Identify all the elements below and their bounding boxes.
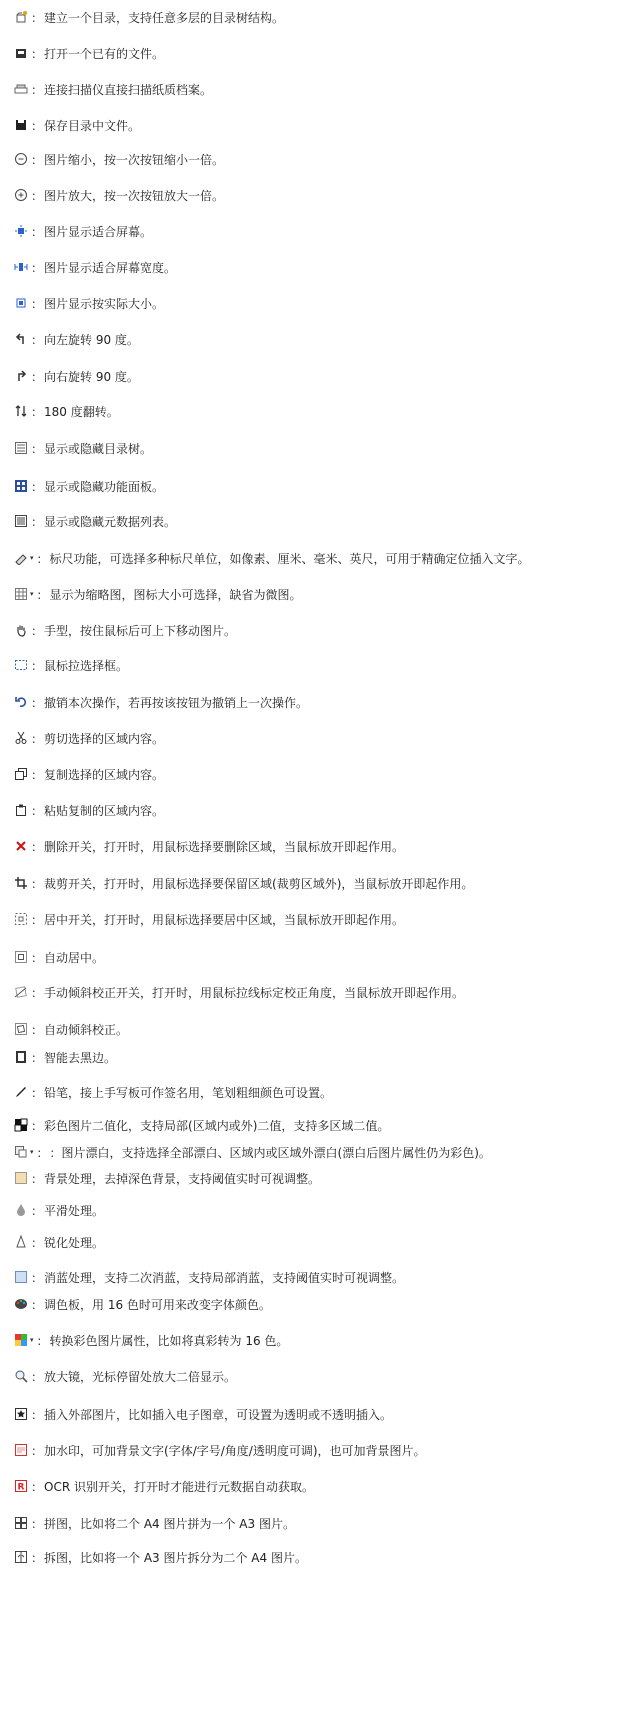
legend-row: [14, 872, 614, 894]
watermark-icon: [14, 1443, 28, 1457]
legend-description: 插入外部图片，比如插入电子图章，可设置为透明或不透明插入。: [44, 1407, 393, 1422]
legend-row: [14, 1475, 614, 1497]
legend-row: [14, 1018, 614, 1040]
legend-description: 自动倾斜校正。: [44, 1022, 129, 1037]
legend-row: [14, 256, 614, 278]
separator-colon: ：: [31, 1235, 44, 1250]
separator-colon: ：: [31, 1297, 44, 1312]
legend-description: 彩色图片二值化，支持局部(区域内或外)二值，支持多区域二值。: [44, 1118, 390, 1133]
legend-row: [14, 1114, 614, 1136]
legend-row: [14, 547, 614, 569]
flip-icon: [14, 404, 28, 418]
fit-screen-icon: [14, 224, 28, 238]
magnifier-icon: [14, 1369, 28, 1383]
svg-text:R: R: [17, 1482, 25, 1493]
legend-description: 连接扫描仪直接扫描纸质档案。: [44, 82, 213, 97]
legend-row: [14, 654, 614, 676]
fit-width-icon: [14, 260, 28, 274]
legend-row: [14, 946, 614, 968]
legend-description: 图片缩小，按一次按钮缩小一倍。: [44, 152, 225, 167]
legend-description: 显示或隐藏目录树。: [44, 441, 153, 456]
legend-row: [14, 799, 614, 821]
separator-colon: ：: [36, 1145, 49, 1160]
legend-row: [14, 1199, 614, 1221]
legend-row: [14, 619, 614, 641]
legend-description: 手动倾斜校正开关，打开时，用鼠标拉线标定校正角度，当鼠标放开即起作用。: [44, 985, 465, 1000]
legend-description: 建立一个目录，支持任意多层的目录树结构。: [44, 10, 285, 25]
separator-colon: ：: [31, 1203, 44, 1218]
separator-colon: ：: [31, 1369, 44, 1384]
center-toggle-icon: [14, 912, 28, 926]
rotate-left-icon: [14, 332, 28, 346]
legend-description: 粘贴复制的区域内容。: [44, 803, 165, 818]
legend-row: [14, 981, 614, 1003]
zoom-out-icon: [14, 152, 28, 166]
dropdown-caret-icon: ▾: [30, 589, 34, 598]
ocr-icon: [14, 1479, 28, 1493]
legend-description: 智能去黑边。: [44, 1050, 117, 1065]
separator-colon: ：: [31, 695, 44, 710]
selection-box-icon: [14, 658, 28, 672]
legend-description: 图片显示适合屏幕宽度。: [44, 260, 177, 275]
separator-colon: ：: [31, 1516, 44, 1531]
legend-row: [14, 42, 614, 64]
legend-description: 图片放大，按一次按钮放大一倍。: [44, 188, 225, 203]
legend-row: [14, 114, 614, 136]
legend-row: [14, 691, 614, 713]
legend-row: [14, 1512, 614, 1534]
separator-colon: ：: [31, 1085, 44, 1100]
separator-colon: ：: [31, 731, 44, 746]
open-file-icon: [14, 46, 28, 60]
legend-description: 居中开关，打开时，用鼠标选择要居中区域，当鼠标放开即起作用。: [44, 912, 405, 927]
legend-row: [14, 1046, 614, 1068]
separator-colon: ：: [31, 479, 44, 494]
separator-colon: ：: [31, 1407, 44, 1422]
separator-colon: ：: [31, 803, 44, 818]
legend-row: [14, 78, 614, 100]
legend-row: [14, 763, 614, 785]
save-icon: [14, 118, 28, 132]
legend-row: [14, 400, 614, 422]
legend-row: [14, 1403, 614, 1425]
separator-colon: ：: [31, 912, 44, 927]
remove-blue-icon: [14, 1270, 28, 1284]
legend-row: [14, 437, 614, 459]
legend-description: 显示或隐藏功能面板。: [44, 479, 165, 494]
legend-description: 平滑处理。: [44, 1203, 105, 1218]
separator-colon: ：: [31, 46, 44, 61]
separator-colon: ：: [31, 767, 44, 782]
sharpen-icon: [14, 1235, 28, 1249]
legend-description: 手型，按住鼠标后可上下移动图片。: [44, 623, 237, 638]
legend-description: 删除开关，打开时，用鼠标选择要删除区域，当鼠标放开即起作用。: [44, 839, 405, 854]
legend-row: [14, 835, 614, 857]
legend-description: 自动居中。: [44, 950, 105, 965]
separator-colon: ：: [31, 152, 44, 167]
metadata-list-icon: [14, 514, 28, 528]
separator-colon: ：: [31, 224, 44, 239]
function-panel-icon: [14, 479, 28, 493]
legend-row: [14, 1329, 614, 1351]
scanner-icon: [14, 82, 28, 96]
whiten-icon: [14, 1145, 28, 1159]
legend-description: 保存目录中文件。: [44, 118, 141, 133]
separator-colon: ：: [31, 369, 44, 384]
legend-description: 拼图，比如将二个 A4 图片拼为一个 A3 图片。: [44, 1516, 295, 1531]
separator-colon: ：: [31, 260, 44, 275]
separator-colon: ：: [31, 118, 44, 133]
legend-description: 转换彩色图片属性，比如将真彩转为 16 色。: [49, 1333, 289, 1348]
legend-description: 图片显示适合屏幕。: [44, 224, 153, 239]
separator-colon: ：: [31, 1022, 44, 1037]
separator-colon: ：: [36, 551, 49, 566]
separator-colon: ：: [31, 1270, 44, 1285]
separator-colon: ：: [31, 839, 44, 854]
legend-description: OCR 识别开关，打开时才能进行元数据自动获取。: [44, 1479, 314, 1494]
separator-colon: ：: [31, 1479, 44, 1494]
legend-row: [14, 1141, 614, 1163]
separator-colon: ：: [31, 1050, 44, 1065]
undo-icon: [14, 695, 28, 709]
pencil-icon: [14, 1085, 28, 1099]
binarize-icon: [14, 1118, 28, 1132]
legend-description: 显示为缩略图，图标大小可选择，缺省为微图。: [49, 587, 302, 602]
split-image-icon: [14, 1550, 28, 1564]
separator-colon: ：: [36, 1333, 49, 1348]
separator-colon: ：: [31, 1118, 44, 1133]
separator-colon: ：: [31, 441, 44, 456]
separator-colon: ：: [31, 296, 44, 311]
legend-row: [14, 328, 614, 350]
dropdown-caret-icon: ▾: [30, 553, 34, 562]
auto-deskew-icon: [14, 1022, 28, 1036]
separator-colon: ：: [31, 1171, 44, 1186]
separator-colon: ：: [31, 1550, 44, 1565]
paste-icon: [14, 803, 28, 817]
background-icon: [14, 1171, 28, 1185]
legend-row: [14, 727, 614, 749]
cut-icon: [14, 731, 28, 745]
legend-row: [14, 583, 614, 605]
legend-description: 裁剪开关，打开时，用鼠标选择要保留区域(裁剪区域外)，当鼠标放开即起作用。: [44, 876, 474, 891]
palette-icon: [14, 1297, 28, 1311]
legend-row: [14, 6, 614, 28]
dropdown-caret-icon: ▾: [30, 1147, 34, 1156]
separator-colon: ：: [31, 985, 44, 1000]
separator-colon: ：: [31, 188, 44, 203]
legend-row: [14, 1167, 614, 1189]
legend-description: 打开一个已有的文件。: [44, 46, 165, 61]
separator-colon: ：: [31, 82, 44, 97]
new-folder-icon: [14, 10, 28, 24]
legend-description: 铅笔，接上手写板可作签名用，笔划粗细颜色可设置。: [44, 1085, 333, 1100]
legend-description: 拆图，比如将一个 A3 图片拆分为二个 A4 图片。: [44, 1550, 307, 1565]
legend-description: 放大镜，光标停留处放大二倍显示。: [44, 1369, 237, 1384]
legend-description: 调色板，用 16 色时可用来改变字体颜色。: [44, 1297, 271, 1312]
legend-row: [14, 148, 614, 170]
crop-icon: [14, 876, 28, 890]
legend-description: 图片显示按实际大小。: [44, 296, 165, 311]
legend-row: [14, 1546, 614, 1568]
legend-description: 背景处理，去掉深色背景，支持阈值实时可视调整。: [44, 1171, 321, 1186]
legend-row: [14, 365, 614, 387]
legend-description: 加水印，可加背景文字(字体/字号/角度/透明度可调)，也可加背景图片。: [44, 1443, 426, 1458]
separator-colon: ：: [31, 404, 44, 419]
separator-colon: ：: [31, 514, 44, 529]
rotate-right-icon: [14, 369, 28, 383]
remove-black-edge-icon: [14, 1050, 28, 1064]
legend-row: [14, 908, 614, 930]
legend-row: [14, 1293, 614, 1315]
legend-description: 消蓝处理，支持二次消蓝，支持局部消蓝，支持阈值实时可视调整。: [44, 1270, 405, 1285]
separator-colon: ：: [31, 950, 44, 965]
zoom-in-icon: [14, 188, 28, 202]
color-convert-icon: [14, 1333, 28, 1347]
ruler-icon: [14, 551, 28, 565]
merge-image-icon: [14, 1516, 28, 1530]
legend-description: 向左旋转 90 度。: [44, 332, 139, 347]
smooth-icon: [14, 1203, 28, 1217]
copy-icon: [14, 767, 28, 781]
legend-description: 向右旋转 90 度。: [44, 369, 139, 384]
hand-icon: [14, 623, 28, 637]
separator-colon: ：: [36, 587, 49, 602]
legend-description: 鼠标拉选择框。: [44, 658, 129, 673]
legend-description: 显示或隐藏元数据列表。: [44, 514, 177, 529]
legend-row: [14, 1081, 614, 1103]
legend-row: [14, 184, 614, 206]
legend-row: [14, 1439, 614, 1461]
legend-row: [14, 1231, 614, 1253]
legend-description: 剪切选择的区域内容。: [44, 731, 165, 746]
legend-row: [14, 1365, 614, 1387]
separator-colon: ：: [31, 1443, 44, 1458]
legend-row: [14, 220, 614, 242]
legend-description: 锐化处理。: [44, 1235, 105, 1250]
legend-description: 180 度翻转。: [44, 404, 119, 419]
separator-colon: ：: [31, 658, 44, 673]
legend-row: [14, 292, 614, 314]
manual-deskew-icon: [14, 985, 28, 999]
separator-colon: ：: [31, 623, 44, 638]
legend-row: [14, 1266, 614, 1288]
legend-row: [14, 475, 614, 497]
legend-description: 复制选择的区域内容。: [44, 767, 165, 782]
insert-image-icon: [14, 1407, 28, 1421]
legend-row: [14, 510, 614, 532]
delete-icon: [14, 839, 28, 853]
legend-description: 撤销本次操作，若再按该按钮为撤销上一次操作。: [44, 695, 309, 710]
actual-size-icon: [14, 296, 28, 310]
auto-center-icon: [14, 950, 28, 964]
separator-colon: ：: [31, 332, 44, 347]
separator-colon: ：: [31, 10, 44, 25]
directory-tree-icon: [14, 441, 28, 455]
thumbnail-icon: [14, 587, 28, 601]
legend-description: 标尺功能，可选择多种标尺单位，如像素、厘米、毫米、英尺，可用于精确定位插入文字。: [49, 551, 530, 566]
dropdown-caret-icon: ▾: [30, 1335, 34, 1344]
legend-description: ：图片漂白，支持选择全部漂白、区域内或区域外漂白(漂白后图片属性仍为彩色)。: [49, 1145, 491, 1160]
separator-colon: ：: [31, 876, 44, 891]
